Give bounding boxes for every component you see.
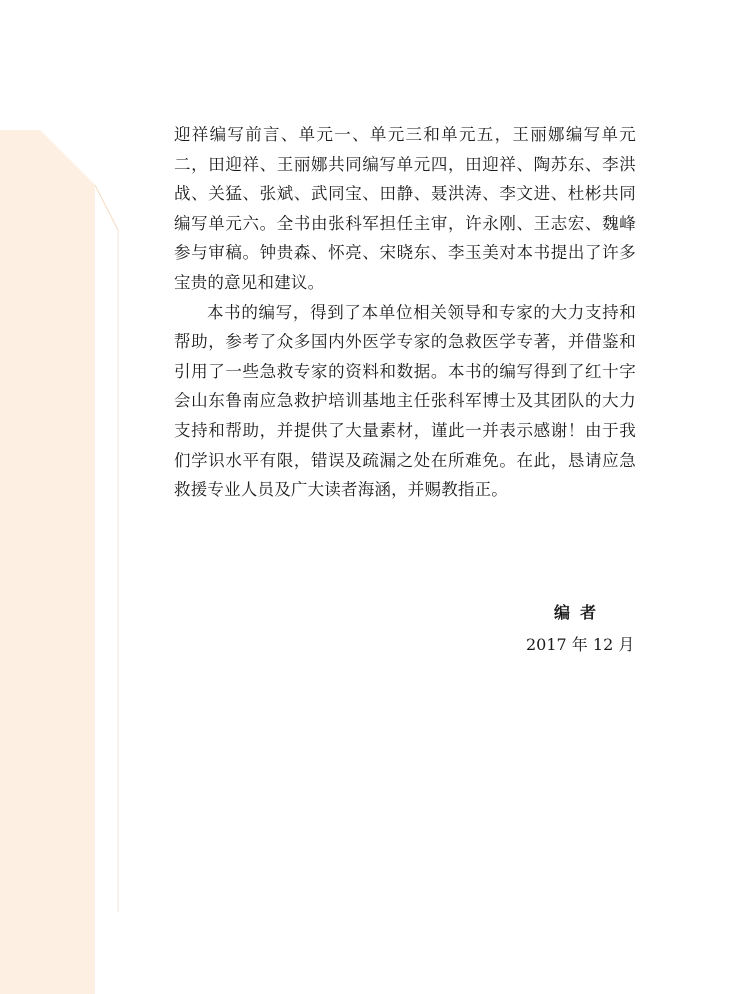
signature-date: 2017 年 12 月 [526,635,635,654]
paragraph-acknowledgement: 本书的编写，得到了本单位相关领导和专家的大力支持和帮助，参考了众多国内外医学专家的急救医学专著，并借鉴和引用了一些急救专家的资料和数据。本书的编写得到了红十字会山东鲁南应急救护培训基地主任张科军博士及其团队的大力支持和帮助，并提供了大量素材，谨此一并表示感谢！由于我们学识水平有限，错误及疏漏之处在所难免。在此，恳请应急救援专业人员及广大读者海涵，并赐教指正。 [174,302,636,500]
document-body [174,120,636,505]
margin-line [95,185,118,230]
margin-band [0,130,95,994]
paragraph-continuation: 迎祥编写前言、单元一、单元三和单元五，王丽娜编写单元二，田迎祥、王丽娜共同编写单元四，田迎祥、陶苏东、李洪战、关猛、张斌、武同宝、田静、聂洪涛、李文进、杜彬共同编写单元六。全书由张科军担任主审，许永刚、王志宏、魏峰参与审稿。钟贵森、怀亮、宋晓东、李玉美对本书提出了许多宝贵的意见和建议。 [174,125,636,292]
signature-author: 编者 [554,603,607,622]
